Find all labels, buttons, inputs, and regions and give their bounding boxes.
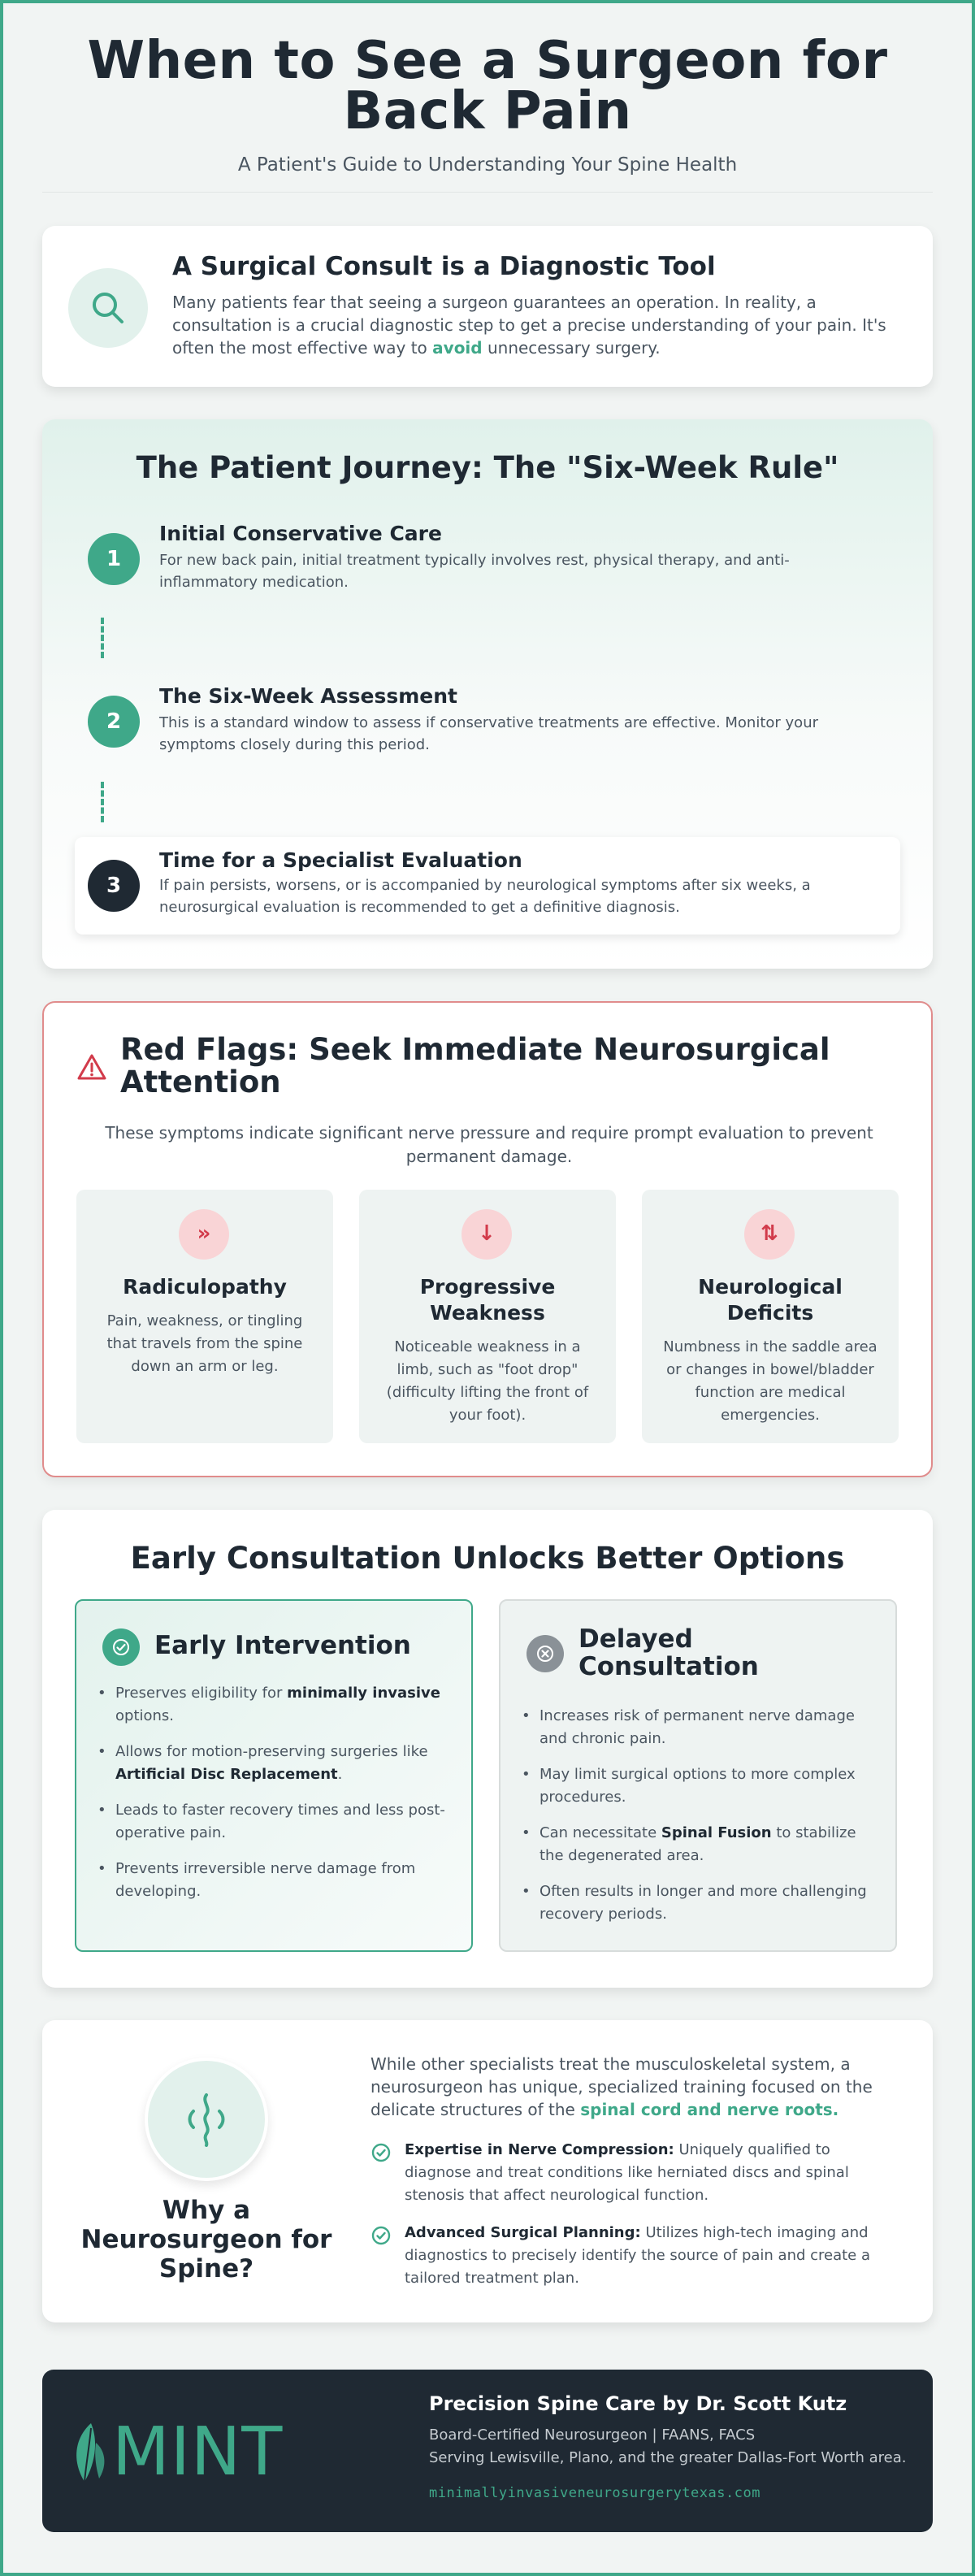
why-text: While other specialists treat the musculoskeletal system, a neurosurgeon has unique, specialized training focused on the delicate structures of the spinal cord and nerve roots. <box>370 2054 873 2119</box>
step-text: This is a standard window to assess if conservative treatments are effective. Monitor your symptoms closely during this period. <box>159 714 819 753</box>
step-title: The Six-Week Assessment <box>159 684 457 708</box>
footer-credentials: Board-Certified Neurosurgeon | FAANS, FACS <box>429 2426 756 2444</box>
red-flag-title: Radiculopathy <box>123 1275 287 1299</box>
check-circle-icon <box>370 2225 392 2246</box>
exchange-arrows-icon: ⇅ <box>744 1209 795 1260</box>
red-flag-text: Pain, weakness, or tingling that travels from the spine down an arm or leg. <box>106 1312 303 1375</box>
brand-logo <box>67 2413 286 2491</box>
list-item: • Leads to faster recovery times and less post-operative pain. <box>115 1799 448 1845</box>
intro-heading: A Surgical Consult is a Diagnostic Tool <box>172 252 716 281</box>
red-flag-card <box>642 1190 899 1443</box>
early-intervention-title: Early Intervention <box>154 1631 411 1660</box>
step-title: Time for a Specialist Evaluation <box>159 848 522 872</box>
delayed-consultation-list <box>540 1705 873 1939</box>
journey-heading: The Patient Journey: The "Six-Week Rule" <box>136 450 839 485</box>
why-emphasis: spinal cord and nerve roots. <box>580 2100 839 2119</box>
list-item: • Often results in longer and more challenging recovery periods. <box>540 1880 873 1926</box>
step-connector <box>101 782 104 822</box>
early-intervention-panel <box>75 1599 473 1952</box>
list-item: • Can necessitate Spinal Fusion to stabilize the degenerated area. <box>540 1822 873 1867</box>
list-item: • Preserves eligibility for minimally invasive options. <box>115 1682 448 1728</box>
red-flag-title: Neurological Deficits <box>698 1275 843 1325</box>
journey-step <box>75 522 900 595</box>
delayed-consultation-panel <box>499 1599 897 1952</box>
why-heading: Why a Neurosurgeon for Spine? <box>80 2196 332 2283</box>
list-item: • Increases risk of permanent nerve damage and chronic pain. <box>540 1705 873 1750</box>
arrow-down-icon: ↓ <box>462 1209 512 1260</box>
spine-icon <box>145 2058 268 2181</box>
red-flag-text: Noticeable weakness in a limb, such as "foot drop" (difficulty lifting the front of your foot). <box>386 1338 589 1424</box>
step-title: Initial Conservative Care <box>159 522 442 545</box>
check-circle-icon <box>102 1628 140 1666</box>
red-flags-intro: These symptoms indicate significant nerve pressure and require prompt evaluation to prevent permanent damage. <box>105 1123 873 1166</box>
search-icon <box>68 268 148 348</box>
intro-card <box>42 226 933 387</box>
why-bullet-text: Expertise in Nerve Compression: Uniquely qualified to diagnose and treat conditions like herniated discs and spinal stenosis that affect neurological function. <box>405 2141 849 2204</box>
intro-text: Many patients fear that seeing a surgeon guarantees an operation. In reality, a consultation is a crucial diagnostic step to get a precise understanding of your pain. It's often the most effective way to avoid unnecessary surgery. <box>172 293 886 358</box>
early-intervention-list <box>115 1682 448 1916</box>
list-item: • Allows for motion-preserving surgeries like Artificial Disc Replacement. <box>115 1741 448 1786</box>
why-bullet-text: Advanced Surgical Planning: Utilizes high-tech imaging and diagnostics to precisely identify the source of pain and create a tailored treatment plan. <box>405 2224 871 2287</box>
why-neurosurgeon-section <box>42 2020 933 2322</box>
footer <box>42 2370 933 2532</box>
step-text: If pain persists, worsens, or is accompanied by neurological symptoms after six weeks, a neurosurgical evaluation is recommended to get a definitive diagnosis. <box>159 877 811 916</box>
check-circle-icon <box>370 2142 392 2163</box>
step-number: 2 <box>88 696 140 748</box>
step-connector <box>101 618 104 658</box>
x-circle-icon <box>526 1635 564 1672</box>
logo-text: MINT <box>112 2413 284 2491</box>
red-flag-text: Numbness in the saddle area or changes in bowel/bladder function are medical emergencies. <box>663 1338 878 1424</box>
page-title: When to See a Surgeon for Back Pain <box>87 31 888 141</box>
red-flag-title: Progressive Weakness <box>419 1275 556 1325</box>
options-section <box>42 1510 933 1988</box>
step-number: 1 <box>88 533 140 585</box>
header-divider <box>42 192 933 193</box>
red-flag-card <box>76 1190 333 1443</box>
intro-emphasis: avoid <box>432 338 483 358</box>
leaf-icon <box>67 2418 110 2487</box>
red-flags-heading: Red Flags: Seek Immediate Neurosurgical Attention <box>120 1032 830 1099</box>
step-number: 3 <box>88 860 140 912</box>
footer-title: Precision Spine Care by Dr. Scott Kutz <box>429 2392 847 2415</box>
page-subtitle: A Patient's Guide to Understanding Your Spine Health <box>237 154 738 176</box>
footer-website-link[interactable]: minimallyinvasiveneurosurgerytexas.com <box>429 2485 760 2501</box>
footer-service-area: Serving Lewisville, Plano, and the greater Dallas-Fort Worth area. <box>429 2449 907 2466</box>
list-item: • Prevents irreversible nerve damage from developing. <box>115 1858 448 1903</box>
red-flag-card <box>359 1190 616 1443</box>
warning-triangle-icon <box>76 1053 107 1081</box>
step-text: For new back pain, initial treatment typically involves rest, physical therapy, and anti-inflammatory medication. <box>159 552 790 591</box>
journey-step <box>75 684 900 757</box>
delayed-consultation-title: Delayed Consultation <box>578 1624 759 1681</box>
options-heading: Early Consultation Unlocks Better Options <box>130 1541 845 1576</box>
double-chevron-right-icon: » <box>179 1209 229 1260</box>
list-item: • May limit surgical options to more complex procedures. <box>540 1763 873 1809</box>
red-flags-section <box>42 1001 933 1477</box>
journey-step-highlighted <box>75 837 900 935</box>
patient-journey-section <box>42 419 933 969</box>
page-header <box>42 31 933 176</box>
